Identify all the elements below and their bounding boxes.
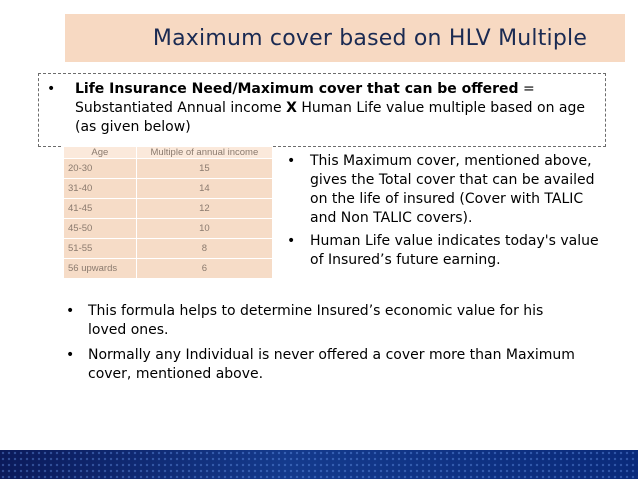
list-item: [66, 346, 586, 384]
table-row: [64, 259, 273, 279]
footer-band: [0, 450, 638, 479]
formula-part-1: Substantiated Annual income: [75, 100, 287, 116]
table-row: [64, 239, 273, 259]
list-item: [66, 302, 586, 340]
bullet-dot: •: [287, 233, 296, 249]
list-item: [287, 152, 607, 228]
age-cell: 51-55: [64, 239, 137, 259]
age-cell: 56 upwards: [64, 259, 137, 279]
age-cell: 41-45: [64, 199, 137, 219]
hlv-multiple-table: [63, 146, 273, 279]
table-row: [64, 179, 273, 199]
multiple-cell: 12: [136, 199, 272, 219]
multiple-cell: 15: [136, 159, 272, 179]
bullet-text: This formula helps to determine Insured’s economic value for his loved ones.: [88, 303, 544, 338]
bullet-dot: •: [287, 153, 296, 169]
multiply-sign: X: [286, 100, 297, 116]
table-row: [64, 159, 273, 179]
list-item: [287, 232, 607, 270]
formula-part-3: (as given below): [75, 119, 191, 135]
bullet-dot: •: [66, 303, 75, 319]
table-row: [64, 199, 273, 219]
age-cell: 20-30: [64, 159, 137, 179]
formula-callout: [38, 73, 606, 147]
title-bar: [65, 14, 625, 62]
formula-part-2: Human Life value multiple based on age: [296, 100, 585, 116]
header-age: Age: [64, 147, 137, 159]
multiple-cell: 8: [136, 239, 272, 259]
bullet-text: Normally any Individual is never offered a cover more than Maximum cover, mentioned above.: [88, 347, 575, 382]
multiple-cell: 10: [136, 219, 272, 239]
bullet-dot: •: [47, 81, 56, 97]
bullet-text: This Maximum cover, mentioned above, gives the Total cover that can be availed on the life of insured (Cover with TALIC and Non TALIC covers).: [310, 153, 595, 226]
header-multiple: Multiple of annual income: [136, 147, 272, 159]
equals-sign: =: [518, 81, 535, 97]
slide-title: Maximum cover based on HLV Multiple: [152, 25, 588, 51]
formula-lead: Life Insurance Need/Maximum cover that can be offered: [75, 81, 519, 97]
multiple-cell: 14: [136, 179, 272, 199]
table-header-row: [64, 147, 273, 159]
formula-bullet: [47, 80, 597, 137]
age-cell: 31-40: [64, 179, 137, 199]
right-bullet-list: [287, 152, 607, 274]
bottom-bullet-list: [66, 302, 586, 390]
table-row: [64, 219, 273, 239]
age-cell: 45-50: [64, 219, 137, 239]
bullet-text: Human Life value indicates today's value of Insured’s future earning.: [310, 233, 599, 268]
top-accent: [0, 0, 638, 6]
formula-text: [75, 80, 585, 137]
bullet-dot: •: [66, 347, 75, 363]
multiple-cell: 6: [136, 259, 272, 279]
